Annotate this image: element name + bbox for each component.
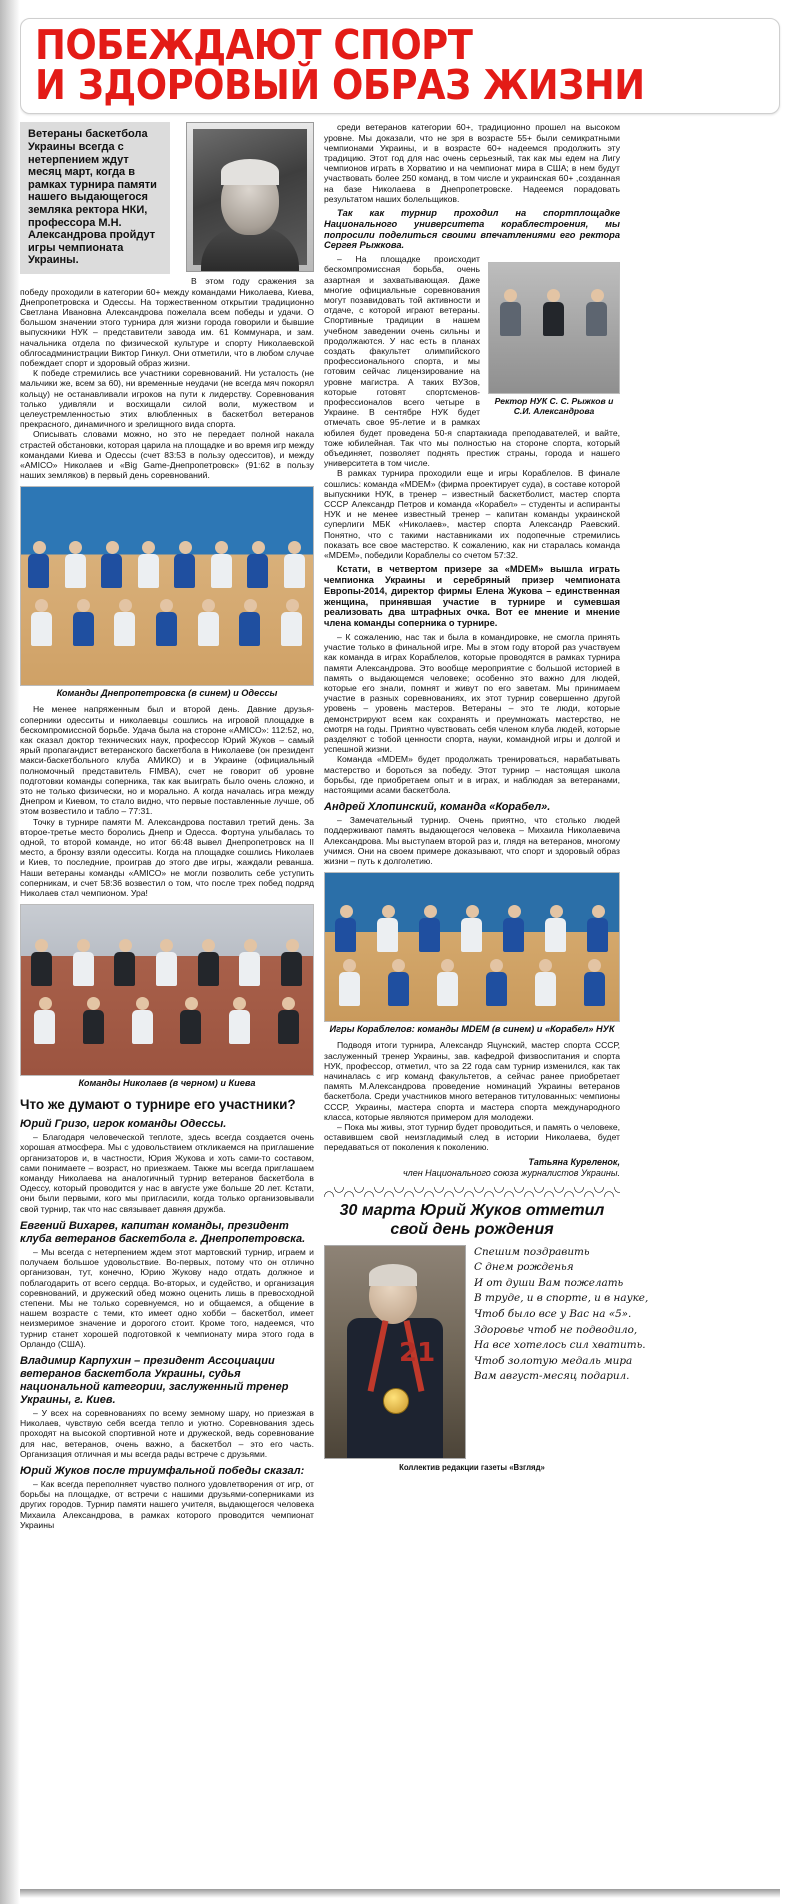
- photo-row-back: [21, 939, 313, 986]
- photo-caption-1: Команды Днепропетровска (в синем) и Одессы: [56, 688, 278, 699]
- player: [31, 599, 53, 646]
- player: [247, 541, 269, 588]
- player: [545, 905, 567, 952]
- speaker-name-jukov: Юрий Жуков после триумфальной победы сказал:: [20, 1464, 305, 1477]
- player: [31, 939, 53, 986]
- player: [156, 939, 178, 986]
- page-left-edge-shadow: [0, 0, 20, 1904]
- player: [156, 599, 178, 646]
- signature-role: член Национального союза журналистов Украины.: [402, 1167, 620, 1178]
- article-signature: [324, 1157, 620, 1179]
- player: [65, 541, 87, 588]
- player: [278, 997, 300, 1044]
- speaker-quote-grizo: [20, 1132, 314, 1214]
- editorial-footer-caption: Коллектив редакции газеты «Взгляд»: [399, 1462, 545, 1472]
- paragraph-korabelov: В рамках турнира проходили еще и игры Кораблелов. В финале сошлись: команда «MDEM» (фирма проектирует суда), в составе которой выпускники НУК, в тренер – известный баскетболист, мастер спорта СССР Александр Петров и команда «Корабел» – студенты и аспиранты НУК и не менее известный тренер – капитан команды украинской суперлиги МБК «Николаев», мастер спорта Александр Раевский. Понятно, что с такими наставниками их подопечные стремились показать все свое мастерство. К сожалению, как ни старалась команда «MDEM», победили Кораблелы со счетом 57:32.: [324, 468, 620, 561]
- paragraph-continued: среди ветеранов категории 60+, традиционно прошел на высоком уровне. Мы доказали, что не зря в возрасте 55+ были семикратными чемпионами Украины, и в возрасте 60+ надеемся продолжить эту традицию. Этот год для нас очень серьезный, так как мы едем на Лигу чемпионов играть в Хорватию и на чемпионат мира в США; в нем будут участвовать более 250 команд, в том числе и украинская 60+ ,созданная на базе Николаева в Днепропетровске. Надеемся порадовать результатом наших болельщиков.: [324, 122, 620, 204]
- poem-line: Чтоб золотую медаль мира: [474, 1354, 633, 1367]
- player: [198, 939, 220, 986]
- player: [587, 905, 609, 952]
- poem-line: Спешим поздравить: [474, 1245, 590, 1258]
- photo-row-back: [325, 905, 619, 952]
- aleksandrov-portrait-photo: [186, 122, 314, 272]
- player: [101, 541, 123, 588]
- speaker-name-hlopinsky: Андрей Хлопинский, команда «Корабел».: [324, 801, 551, 814]
- photo-rector-ryzhkov: [488, 262, 620, 394]
- mdem-future: Команда «MDEM» будет продолжать тренироваться, нарабатывать мастерство и бороться за победу. Этот турнир – настоящая школа борьбы, где приобретаем опыт и в играх, и наблюдая за ветеранами, настоящими асами баскетбола.: [324, 754, 620, 796]
- quote-text: – Мы всегда с нетерпением ждем этот мартовский турнир, играем и получаем большое удовольствие. Во-первых, потому что он отлично организован, тут, конечно, Юрию Жукову надо отдать должное и поблагодарить от всего сердца. Во-вторых, и судейство, и организация соревнований, и дружеский обед можно оценить лишь в превосходной степени. Мы не только соревнуемся, но и общаемся, а общение в нашем возрасте с теми, кто имеет одно хобби – баскетбол, имеет неизмеримое значение и дорогого стоит. Кроме того, надеемся, что турнир станет хорошей подготовкой к чемпионату мира этого года в Орландо (США).: [20, 1246, 314, 1349]
- person: [543, 289, 565, 336]
- headline-line-2: И ЗДОРОВЫЙ ОБРАЗ ЖИЗНИ: [35, 61, 645, 110]
- player: [229, 997, 251, 1044]
- photo-dnepropetrovsk-odessa: [20, 486, 314, 686]
- player: [339, 959, 361, 1006]
- player: [73, 939, 95, 986]
- player: [437, 959, 459, 1006]
- column-left-body-2: [20, 704, 314, 898]
- column-right-body-1: [324, 122, 620, 204]
- player: [503, 905, 525, 952]
- yatsunsky-summary: Подводя итоги турнира, Александр Яцунский, мастер спорта СССР, заслуженный тренер Украины, зав. кафедрой физвоспитания и спорта НУК, профессор, отметил, что за 22 года сам турнир изменился, как так начиналась с игр команд факультетов, а сейчас ранее приобретает память М.Александрова проведение номинаций Украины ветеранов баскетбола. Среди участников много ветеранов титулованных: чемпионы СССР, Украины, мастера спорта и мастера спорта международного класса, которые являются примером для молодежи.: [324, 1040, 620, 1122]
- poem-line: И от души Вам пожелать: [474, 1276, 624, 1289]
- signature-name: Татьяна Куреленок,: [528, 1156, 620, 1167]
- paragraph-4: Не менее напряженным был и второй день. Давние друзья-соперники одесситы и николаевцы сошлись на игровой площадке в бескомпромиссной борьбе. Удача была на стороне «АМІСО»: 112:52, но, как сказал доктор технических наук, профессор Юрий Жуков – самый ярый пропагандист ветеранского баскетбола в Николаеве (он президент макси-баскетбольного клуба АМИКО) и в Украине (официальный полномочный представитель FIMBA), счет не говорит об уровне подготовки команды соперника, так как выиграть было очень сложно, и это не только физически, но и морально. А когда началась игра между Днепром и Киевом, то стало видно, что первые поставленные лучше, об этом возвестило и табло – 77:31.: [20, 704, 314, 817]
- poem-line: Чтоб было все у Вас на «5».: [474, 1307, 632, 1320]
- paragraph-jukova: Кстати, в четвертом призере за «MDEM» вышла играть чемпионка Украины и серебряный призер чемпионата Европы-2014, директор фирмы Елена Жукова – единственная женщина, принявшая участие в турнире и сумевшая реализовать два штрафных очка. Вот ее мнение и мнение члена команды соперника о турнире.: [324, 564, 620, 629]
- paragraph-3: Описывать словами можно, но это не передает полной накала страстей обстановки, которая царила на площадке и во время игр между командами Киева и Одессы (счет 83:53 в пользу одесситов), и между «АМІСО» Николаев и «Big Game-Днепропетровск» (91:62 в пользу наших земляков) в первый день соревнований.: [20, 429, 314, 481]
- closing-quote: – Пока мы живы, этот турнир будет проводиться, и память о человеке, оставившем свой неизгладимый след в истории Николаева, будет передаваться от поколения к поколению.: [324, 1121, 620, 1153]
- portrait-hair: [221, 159, 279, 185]
- player: [239, 599, 261, 646]
- birthday-heading: 30 марта Юрий Жуков отметил свой день рождения: [339, 1201, 605, 1238]
- speaker-quote-viharev: [20, 1247, 314, 1349]
- player: [180, 997, 202, 1044]
- player: [211, 541, 233, 588]
- page-title: [35, 21, 765, 110]
- birthday-block: [324, 1245, 649, 1459]
- quote-text: – Как всегда переполняет чувство полного удовлетворения от игр, от борьбы на площадке, от встречи с нашими друзьями-соперниками из других городов. Турнир памяти нашего учителя, выдающегося человека Михаила Александрова, в рамках которого проводится чемпионат Украины: [20, 1478, 314, 1530]
- person: [500, 289, 522, 336]
- player: [198, 599, 220, 646]
- headline-line-1: ПОБЕЖДАЮТ СПОРТ: [35, 21, 473, 69]
- player: [284, 541, 306, 588]
- player: [83, 997, 105, 1044]
- player: [239, 939, 261, 986]
- poem-line: На все хотелось сил хватить.: [474, 1339, 646, 1352]
- player: [174, 541, 196, 588]
- photo-row-front: [21, 997, 313, 1044]
- photo-row-back: [21, 541, 313, 588]
- birthday-poem: [474, 1245, 648, 1385]
- wavy-divider: [324, 1187, 620, 1197]
- paragraph-1: В этом году сражения за победу проходили в категории 60+ между командами Николаева, Киева, Днепропетровска и Одессы. На торжественном открытии традиционно Светлана Ивановна Александрова пожелала всем победы и удачи. О большом значении этого турнира для жизни города говорили и бывшие выпускники НУК – представители завода им. 61 Коммунара, и зам. начальника отдела по физической культуре и спорту Николаевской облгосадминистрации Виктор Гинкул. Они отметили, что в любом случае побеждает спорт и здоровый образ жизни.: [20, 276, 314, 368]
- poem-line: Вам август-месяц подарил.: [474, 1370, 630, 1383]
- photo-caption-3: Игры Кораблелов: команды MDEM (в синем) и «Корабел» НУК: [329, 1024, 615, 1035]
- player: [34, 997, 56, 1044]
- player: [28, 541, 50, 588]
- player: [535, 959, 557, 1006]
- photo-row-front: [21, 599, 313, 646]
- quote-text: – Благодаря человеческой теплоте, здесь всегда создается очень хорошая атмосфера. Мы с удовольствием откликаемся на приглашение организаторов и, в частности, Юрия Жукова и хоть сами-то составом, сами понимаете – возраст, но приезжаем. Также мы всегда приглашаем команду Николаева на аналогичный турнир ветеранов баскетбола в Одессу, который проводится у нас в августе уже больше 20 лет. Кстати, они были первыми, кого мы пригласили, когда только организовывали свой турнир, так что нас связывает давняя дружба.: [20, 1132, 314, 1214]
- player: [377, 905, 399, 952]
- photo-row-front: [325, 959, 619, 1006]
- photo-caption-2: Команды Николаев (в черном) и Киева: [78, 1078, 256, 1089]
- masthead: [20, 18, 780, 114]
- photo-row: [489, 289, 619, 336]
- player: [419, 905, 441, 952]
- column-right: [324, 122, 649, 1472]
- speaker-quote-karpuhin: [20, 1408, 314, 1459]
- player: [114, 939, 136, 986]
- speaker-quote-hlopinsky: [324, 815, 620, 866]
- poem-line: Здоровье чтоб не подводило,: [474, 1323, 638, 1336]
- quote-text: – Замечательный турнир. Очень приятно, что столько людей поддерживают память выдающегося человека – Михаила Николаевича Александрова. Мы выступаем второй раз и, глядя на ветеранов, многому учимся. Они на своем примере доказывают, что спорт и здоровый образ жизни – путь к долголетию.: [324, 815, 620, 867]
- photo-nikolaev-kiev: [20, 904, 314, 1076]
- speaker-quote-jukov: [20, 1479, 314, 1530]
- rector-photo-caption: Ректор НУК С. С. Рыжков и С.И. Александрова: [494, 396, 614, 417]
- section-heading-participants: Что же думают о турнире его участники?: [20, 1097, 296, 1113]
- quote-text: – У всех на соревнованиях по всему земному шару, но приезжая в Николаев, чувствую себя всегда тепло и уютно. Соревнования здесь проходят на высокой спортивной ноте и дружеской, ведь соревнование для нас, ветеранов, очень важно, а баскетбол – это его часть. Организация отличная и мы всегда рады встрече с друзьями.: [20, 1407, 314, 1459]
- rector-intro: Так как турнир проходил на спортплощадке Национального университета кораблестроения, мы попросили поделиться своими впечатлениями его ректора Сергея Рыжкова.: [324, 207, 620, 251]
- speaker-name-grizo: Юрий Гризо, игрок команды Одессы.: [20, 1118, 227, 1131]
- page-bottom-shadow: [20, 1889, 780, 1898]
- poem-line: С днем рожденья: [474, 1261, 574, 1274]
- rector-quote: – На площадке происходит бескомпромиссная борьба, очень азартная и захватывающая. Даже многие официальные соревнования могут позавидовать той активности и отдаче, с которой играют ветераны. Спортивные традиции в нашем учебном заведении очень сильны и продолжаются. У нас есть в планах создать факультет олимпийского профессионального спорта, и мы готовим сейчас лицензирование на уровне магистра. А таких ВУЗов, которые готовят спортсменов-профессионалов всего четыре в Украине. В сентябре НУК будет отмечать свое 95-летие и в рамках юбилея будет проведена 50-я спартакиада преподавателей, и вайте, тоже юбилейная. Так что мы полностью на стороне спорта, который объединяет, позволяет поднять престиж страны, города и нашего университета в том числе.: [324, 254, 620, 469]
- player: [132, 997, 154, 1044]
- speaker-name-karpuhin: Владимир Карпухин – президент Ассоциации ветеранов баскетбола Украины, судья национальной категории, заслуженный тренер Украины, г. Киев.: [20, 1354, 289, 1406]
- player: [461, 905, 483, 952]
- player: [486, 959, 508, 1006]
- column-right-body-4: [324, 632, 620, 795]
- speaker-name-viharev: Евгений Вихарев, капитан команды, президент клуба ветеранов баскетбола г. Днепропетровска.: [20, 1219, 306, 1245]
- player: [138, 541, 160, 588]
- person: [586, 289, 608, 336]
- player: [114, 599, 136, 646]
- column-right-body-5: [324, 1040, 620, 1152]
- rector-photo-block: [488, 256, 620, 416]
- player: [281, 939, 303, 986]
- paragraph-2: К победе стремились все участники соревнований. Ни усталость (не мальчики же, всем за 60), ни временные неудачи (не всегда мяч покорял кольцу) не останавливали игроков на пути к лидерству. Соревнования только удивляли и восхищали силой воли, мужеством и целеустремленностью этих влюбленных в баскетбол ветеранов прекрасного, динамичного и зрелищного вида спорта.: [20, 368, 314, 430]
- jukova-quote: – К сожалению, нас так и была в командировке, не смогла принять участие только в финальной игре. Мы в этом году второй раз участвуем как команда в играх Кораблелов, которые проводятся в рамках турнира памяти Александрова. Это вообще мероприятие с большой историей в память о выдающемся человеке; особенно это важно для людей, которые его знали, помнят и живут по его заветам. Мы принимаем участие в разных соревнованиях, их этот турнир совершенно другой уровень – уровень мастеров. Ветераны – это те люди, которые демонстрируют всем как сохранять и преумножать мастерство, не смотря на годы. Приятно чувствовать себя членом клуба людей, которые разделяют с тобой ценности спорта, науки, командной игры и долгой и успешной жизни.: [324, 632, 620, 755]
- player: [73, 599, 95, 646]
- jersey-number: 21: [399, 1337, 436, 1368]
- player: [388, 959, 410, 1006]
- column-left: [20, 122, 314, 1530]
- player: [335, 905, 357, 952]
- photo-korabelov-games: [324, 872, 620, 1022]
- photo-jukov-portrait: [324, 1245, 466, 1459]
- paragraph-5: Точку в турнире памяти М. Александрова поставил третий день. За второе-третье место боролись Днепр и Одесса. Фортуна улыбалась то одной, то второй команде, но итог 66:48 вывел Днепропетровск на II место, а бронзу взяли одесситы. Когда на площадке сошлись Николаев и Киев, то последние, проиграв до этого две игры, жаждали реванша. Наши ветераны команды «АМІСО» не могли позволить себе уступить соперникам, и счет 58:36 возвестил о том, что после трех побед подряд Николаев стал чемпионом. Ура!: [20, 816, 314, 899]
- lead-paragraph: Ветераны баскетбола Украины всегда с нетерпением ждут месяц март, когда в рамках турнира памяти нашего выдающегося земляка ректора НКИ, профессора М.Н. Александрова пройдут игры чемпионата Украины.: [20, 122, 170, 274]
- article-columns: [20, 122, 780, 1530]
- hair: [369, 1264, 417, 1286]
- column-right-body-3: [324, 468, 620, 560]
- poem-line: В труде, и в спорте, и в науке,: [474, 1292, 649, 1305]
- gold-medal-icon: [383, 1388, 409, 1414]
- player: [281, 599, 303, 646]
- player: [584, 959, 606, 1006]
